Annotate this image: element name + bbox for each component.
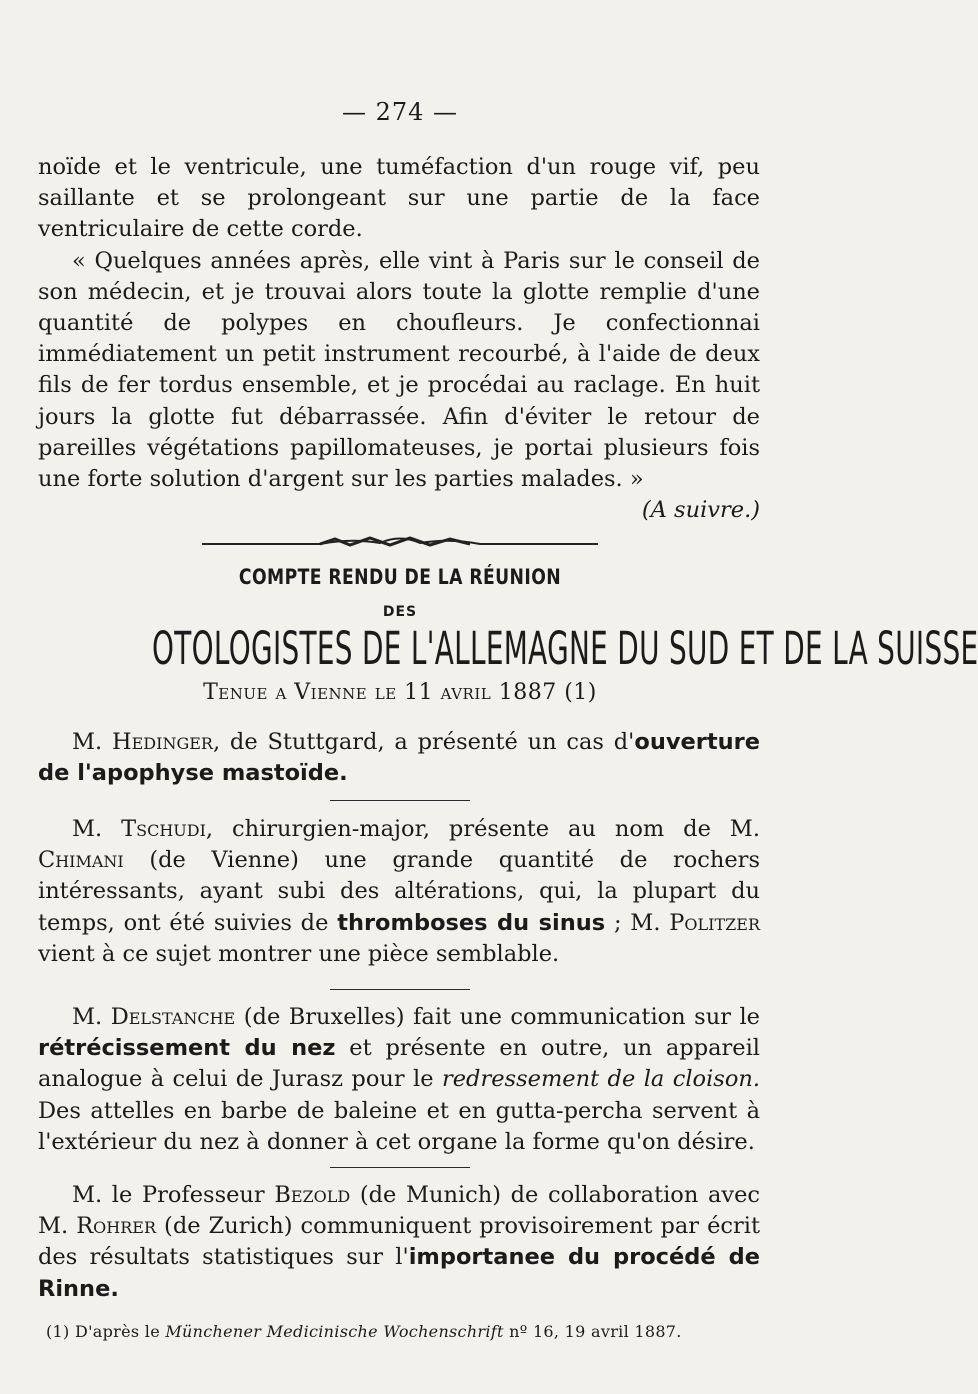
bold-topic: thromboses du sinus	[337, 909, 606, 936]
bold-topic: ouverture de l'apophyse mastoïde.	[38, 729, 761, 787]
intro-paragraph-1: noïde et le ventricule, une tuméfaction d'un rouge vif, peu saillante et se prolongeant sur une partie de la face ventriculaire de cette corde.	[38, 154, 760, 243]
text: (de Vienne) une grande quantité de rochers intéressants, ayant subi des altérations, qui, la plupart du temps, ont été suivies de	[38, 847, 760, 936]
intro-paragraph-2: « Quelques années après, elle vint à Paris sur le conseil de son médecin, et je trouvai alors toute la glotte remplie d'une quantité de polypes en choufleurs. Je confectionnai immédiatement un petit instrument recourbé, à l'aide de deux fils de fer tordus ensemble, et je procédai au raclage. En huit jours la glotte fut débarrassée. Afin d'éviter le retour de pareilles végétations papillomateuses, je portai plusieurs fois une forte solution d'argent sur les parties malades. »	[38, 247, 760, 493]
author-name: Chimani	[38, 847, 124, 874]
author-name: Bezold	[274, 1182, 351, 1208]
author-name: Rohrer	[76, 1213, 157, 1240]
ornamental-divider	[200, 530, 600, 554]
section-bezold	[38, 1180, 760, 1305]
section-tschudi	[38, 814, 760, 970]
text: M. le Professeur	[72, 1182, 275, 1208]
author-name: Hedinger	[112, 729, 213, 755]
text: M.	[72, 816, 122, 842]
text: Des attelles en barbe de baleine et en gutta-percha servent à l'extérieur du nez à donner à cet organe la forme qu'on désire.	[38, 1097, 760, 1155]
footnote-text: (1) D'après le	[46, 1322, 166, 1341]
text: , de Stuttgard, a présenté un cas d'	[212, 729, 635, 755]
italic-topic: redressement de la cloison.	[441, 1066, 761, 1093]
heading-des: DES	[382, 604, 418, 620]
section-rule	[330, 800, 470, 801]
bold-topic: rétrécissement du nez	[38, 1035, 336, 1062]
text: , chirurgien-major, présente au nom de M.	[205, 816, 760, 842]
heading-compte-rendu: COMPTE RENDU DE LA RÉUNION	[238, 565, 562, 589]
author-name: Tschudi	[121, 816, 206, 842]
page-number: — 274 —	[341, 98, 459, 126]
text: (de Munich) de collaboration avec M.	[38, 1182, 761, 1240]
text: ; M.	[605, 909, 670, 936]
section-rule	[330, 989, 470, 990]
heading-main-title: OTOLOGISTES DE L'ALLEMAGNE DU SUD ET DE LA SUISSE	[152, 622, 978, 675]
text: (de Bruxelles) fait une communication sur le	[235, 1004, 760, 1030]
footnote-text: nº 16, 19 avril 1887.	[503, 1322, 682, 1341]
text: vient à ce sujet montrer une pièce semblable.	[38, 940, 560, 967]
text: M.	[72, 729, 112, 755]
text: M.	[72, 1004, 111, 1030]
heading-tenue: Tenue a Vienne le 11 avril 1887 (1)	[203, 680, 597, 705]
author-name: Politzer	[669, 909, 760, 936]
text: (de Zurich) communiquent provisoirement par écrit des résultats statistiques sur l'	[38, 1213, 760, 1271]
a-suivre-note: (A suivre.)	[641, 497, 760, 524]
journal-title: Münchener Medicinische Wochenschrift	[165, 1322, 504, 1341]
bold-topic: importanee du procédé de Rinne.	[38, 1244, 760, 1302]
footnote	[46, 1322, 766, 1341]
section-rule	[330, 1167, 470, 1168]
section-delstanche	[38, 1002, 760, 1158]
author-name: Delstanche	[110, 1004, 236, 1030]
intro-text	[38, 152, 760, 526]
text: et présente en outre, un appareil analogue à celui de Jurasz pour le	[38, 1035, 760, 1093]
section-hedinger	[38, 727, 760, 789]
